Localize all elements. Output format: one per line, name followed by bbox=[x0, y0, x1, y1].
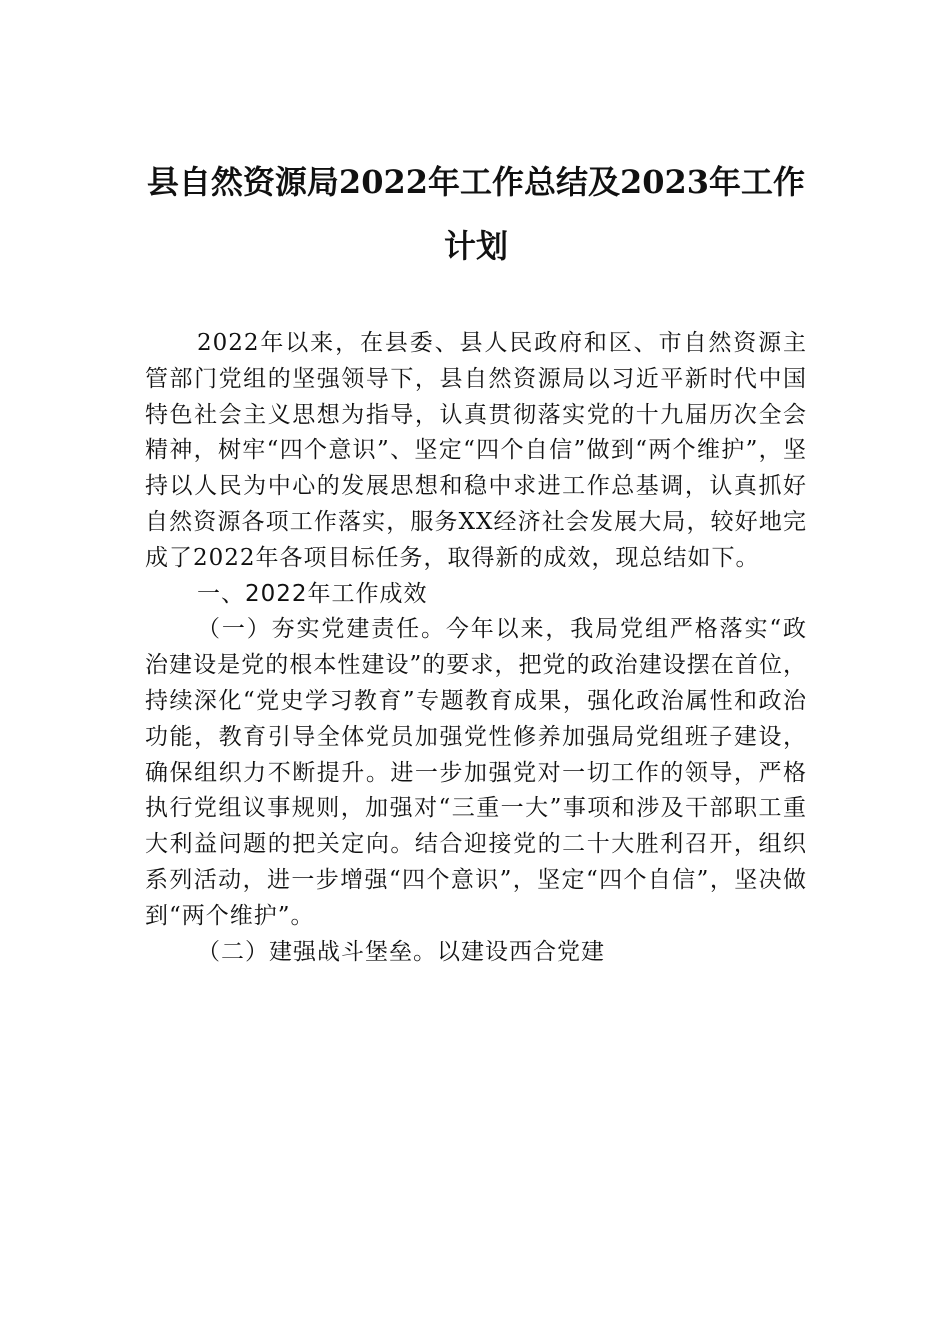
section-heading bbox=[145, 577, 807, 613]
document-title: 县自然资源局2022年工作总结及2023年工作计划 bbox=[146, 163, 806, 265]
section-heading-text: 一、2022年工作成效 bbox=[197, 580, 428, 607]
document-body bbox=[145, 326, 807, 970]
party-building-paragraph bbox=[145, 612, 807, 934]
party-building-lead: （一）夯实党建责任。 bbox=[197, 616, 446, 643]
intro-paragraph bbox=[145, 326, 807, 577]
intro-paragraph-text: 2022年以来，在县委、县人民政府和区、市自然资源主管部门党组的坚强领导下，县自然资源局以习近平新时代中国特色社会主义思想为指导，认真贯彻落实党的十九届历次全会精神，树牢“四个意识”、坚定“四个自信”做到“两个维护”，坚持以人民为中心的发展思想和稳中求进工作总基调，认真抓好自然资源各项工作落实，服务XX经济社会发展大局，较好地完成了2022年各项目标任务，取得新的成效，现总结如下。 bbox=[145, 330, 807, 571]
fortress-paragraph bbox=[145, 935, 807, 971]
fortress-lead: （二）建强战斗堡垒。 bbox=[197, 938, 437, 965]
fortress-text: 以建设西合党建 bbox=[437, 938, 605, 965]
party-building-text: 今年以来，我局党组严格落实“政治建设是党的根本性建设”的要求，把党的政治建设摆在首位，持续深化“党史学习教育”专题教育成果，强化政治属性和政治功能，教育引导全体党员加强党性修养加强局党组班子建设，确保组织力不断提升。进一步加强党对一切工作的领导，严格执行党组议事规则，加强对“三重一大”事项和涉及干部职工重大利益问题的把关定向。结合迎接党的二十大胜利召开，组织系列活动，进一步增强“四个意识”，坚定“四个自信”，坚决做到“两个维护”。 bbox=[145, 616, 808, 929]
